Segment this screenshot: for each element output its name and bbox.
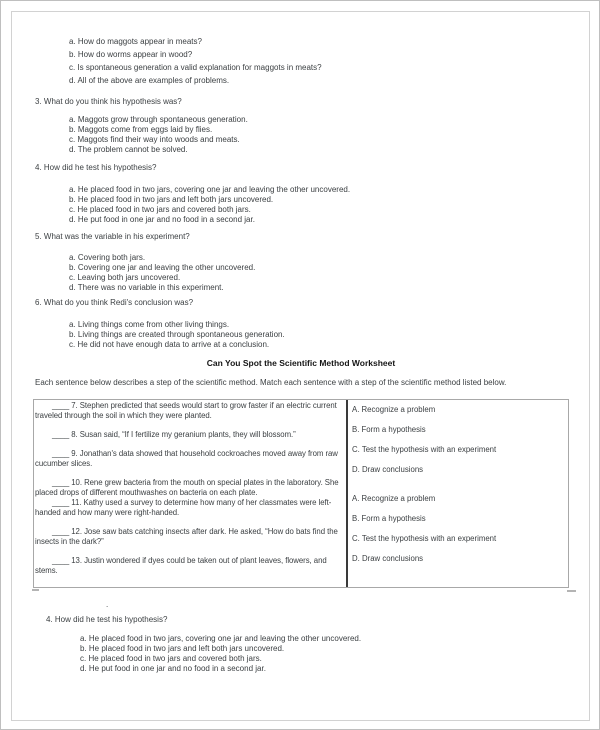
- match-item: ____ 13. Justin wondered if dyes could be taken out of plant leaves, flowers, and stems.: [35, 556, 327, 575]
- answer-options-list: [80, 634, 361, 674]
- answer-option: d. He put food in one jar and no food in a second jar.: [80, 664, 266, 673]
- answer-option: d. There was no variable in this experiment.: [69, 283, 224, 292]
- method-step: B. Form a hypothesis: [352, 425, 426, 434]
- match-items-cell: [34, 400, 348, 587]
- match-item: ____ 9. Jonathan's data showed that household cockroaches moved away from raw cucumber slices.: [35, 449, 338, 468]
- match-item: ____ 11. Kathy used a survey to determine how many of her classmates were left-handed and how many were right-handed.: [35, 498, 332, 517]
- method-step: D. Draw conclusions: [352, 554, 424, 563]
- answer-option: c. Leaving both jars uncovered.: [69, 273, 181, 282]
- method-step: D. Draw conclusions: [352, 465, 424, 474]
- answer-option: c. Maggots find their way into woods and meats.: [69, 135, 240, 144]
- method-step: A. Recognize a problem: [352, 494, 436, 503]
- method-step: B. Form a hypothesis: [352, 514, 426, 523]
- question-text: 6. What do you think Redi's conclusion was?: [35, 298, 194, 307]
- answer-option: b. Living things are created through spontaneous generation.: [69, 330, 285, 339]
- answer-option: a. How do maggots appear in meats?: [69, 37, 202, 46]
- question-text: 4. How did he test his hypothesis?: [46, 615, 168, 624]
- answer-option: c. He did not have enough data to arrive at a conclusion.: [69, 340, 270, 349]
- answer-option: c. He placed food in two jars and covered both jars.: [80, 654, 262, 663]
- question-text: 3. What do you think his hypothesis was?: [35, 97, 182, 106]
- answer-option: b. He placed food in two jars and left both jars uncovered.: [80, 644, 285, 653]
- answer-options-list: [69, 115, 248, 155]
- answer-option: c. He placed food in two jars and covered both jars.: [69, 205, 251, 214]
- worksheet-instructions: Each sentence below describes a step of the scientific method. Match each sentence with a step of the scientific method listed below.: [35, 378, 507, 387]
- answer-option: a. He placed food in two jars, covering one jar and leaving the other uncovered.: [69, 185, 351, 194]
- worksheet-title: Can You Spot the Scientific Method Worksheet: [206, 358, 396, 368]
- answer-options-list: [69, 320, 285, 350]
- answer-option: a. He placed food in two jars, covering one jar and leaving the other uncovered.: [80, 634, 362, 643]
- method-step: C. Test the hypothesis with an experiment: [352, 445, 497, 454]
- answer-options-list: [69, 35, 322, 87]
- match-item: ____ 8. Susan said, “If I fertilize my geranium plants, they will blossom.”: [52, 430, 296, 439]
- answer-option: a. Covering both jars.: [69, 253, 146, 262]
- match-item: ____ 12. Jose saw bats catching insects after dark. He asked, “How do bats find the insects in the dark?”: [35, 527, 338, 546]
- answer-option: b. Maggots come from eggs laid by flies.: [69, 125, 213, 134]
- method-steps-cell: [348, 400, 568, 587]
- answer-options-list: [69, 253, 255, 293]
- answer-option: d. He put food in one jar and no food in a second jar.: [69, 215, 255, 224]
- answer-option: d. The problem cannot be solved.: [69, 145, 188, 154]
- table-shadow-left: [32, 589, 39, 591]
- question-text: 4. How did he test his hypothesis?: [35, 163, 157, 172]
- answer-option: b. He placed food in two jars and left both jars uncovered.: [69, 195, 274, 204]
- question-text: 5. What was the variable in his experiment?: [35, 232, 190, 241]
- table-shadow-right: [567, 590, 576, 592]
- answer-options-list: [69, 185, 350, 225]
- answer-option: b. Covering one jar and leaving the other uncovered.: [69, 263, 256, 272]
- matching-table: [33, 399, 569, 588]
- answer-option: a. Living things come from other living things.: [69, 320, 230, 329]
- method-step: C. Test the hypothesis with an experiment: [352, 534, 497, 543]
- stray-period: .: [106, 600, 109, 609]
- method-step: A. Recognize a problem: [352, 405, 436, 414]
- answer-option: b. How do worms appear in wood?: [69, 50, 193, 59]
- answer-option: d. All of the above are examples of problems.: [69, 76, 230, 85]
- match-item: ____ 10. Rene grew bacteria from the mouth on special plates in the laboratory. She placed drops of different mouthwashes on bacteria on each plate.: [35, 478, 339, 497]
- answer-option: c. Is spontaneous generation a valid explanation for maggots in meats?: [69, 63, 322, 72]
- match-item: ____ 7. Stephen predicted that seeds would start to grow faster if an electric current traveled through the soil in which they were planted.: [35, 401, 337, 420]
- answer-option: a. Maggots grow through spontaneous generation.: [69, 115, 248, 124]
